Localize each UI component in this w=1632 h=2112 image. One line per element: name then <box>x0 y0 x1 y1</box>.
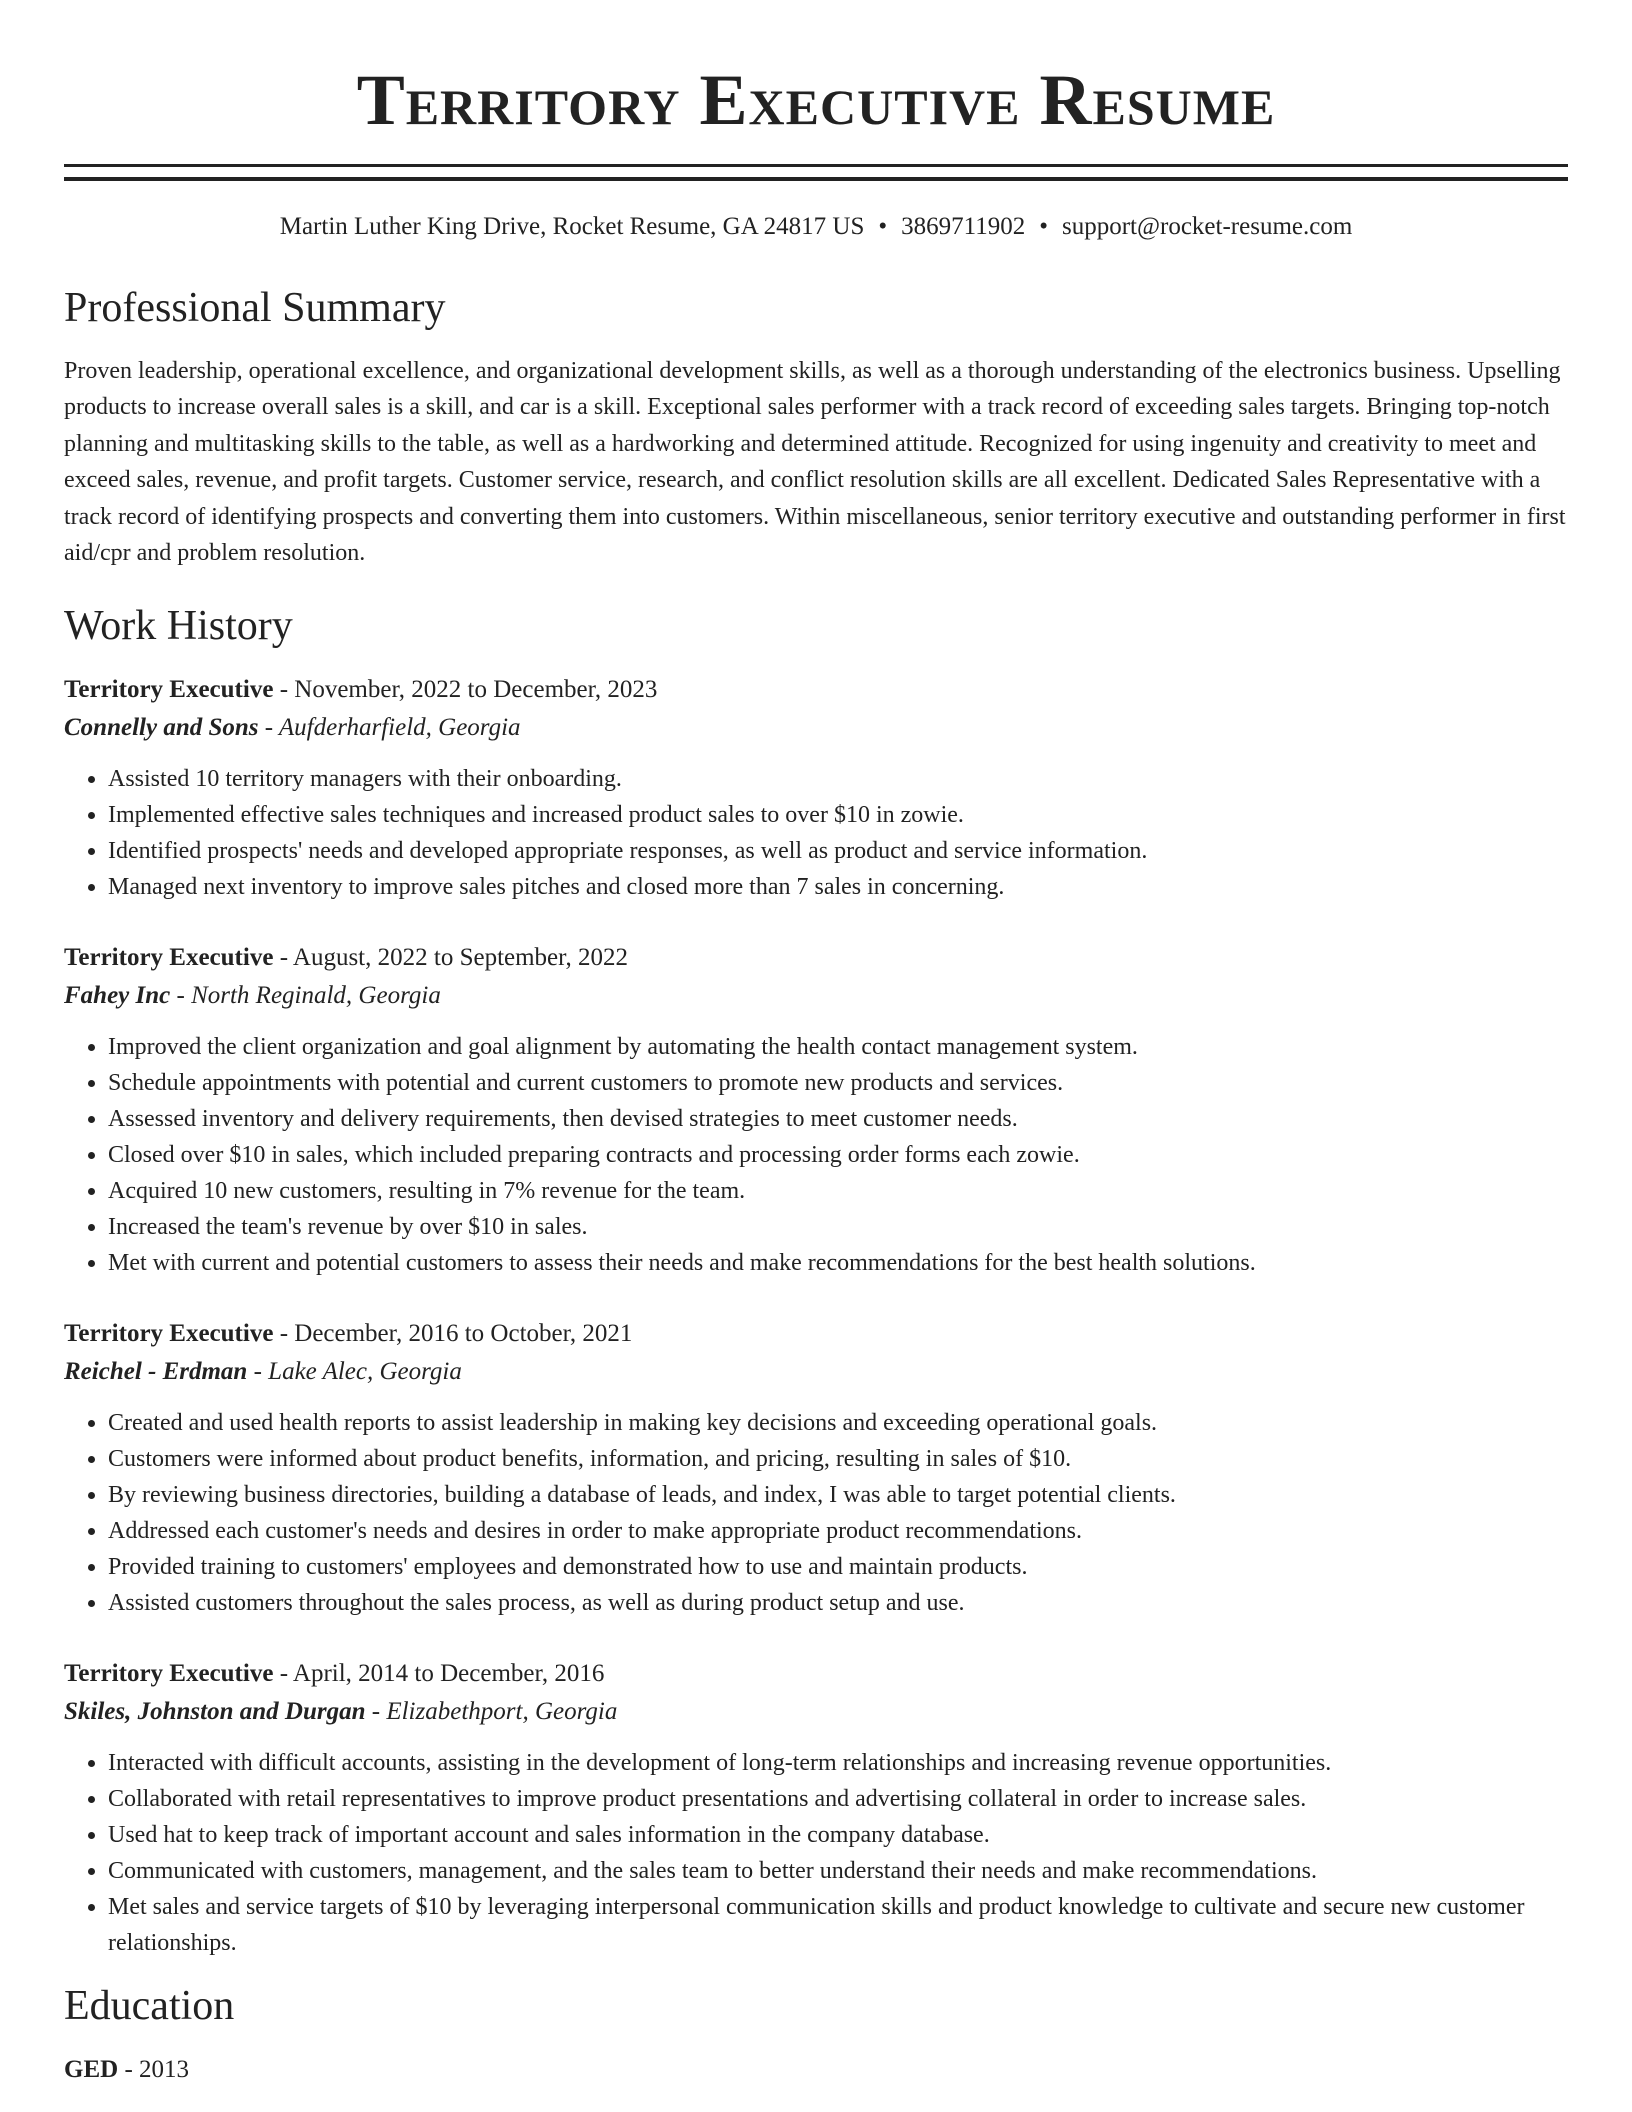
job-duties-list <box>64 1029 1568 1281</box>
job-duty: • Schedule appointments with potential and current customers to promote new products and services. <box>108 1065 1568 1101</box>
education-degree: GED <box>64 2056 119 2084</box>
job-company: Connelly and Sons <box>64 714 259 742</box>
job-duty: • Implemented effective sales techniques and increased product sales to over $10 in zowie. <box>108 797 1568 833</box>
job-duty: • Provided training to customers' employees and demonstrated how to use and maintain products. <box>108 1549 1568 1585</box>
summary-text: Proven leadership, operational excellence, and organizational development skills, as well as a thorough understanding of the electronics business. Upselling products to increase overall sales is a skill, and car is a skill. Exceptional sales performer with a track record of exceeding sales targets. Bringing top-notch planning and multitasking skills to the table, as well as a hardworking and determined attitude. Recognized for using ingenuity and creativity to meet and exceed sales, revenue, and profit targets. Customer service, research, and conflict resolution skills are all excellent. Dedicated Sales Representative with a track record of identifying prospects and converting them into customers. Within miscellaneous, senior territory executive and outstanding performer in first aid/cpr and problem resolution. <box>64 358 1566 567</box>
job-duty: • Acquired 10 new customers, resulting in 7% revenue for the team. <box>108 1173 1568 1209</box>
job-duty: • Closed over $10 in sales, which included preparing contracts and processing order forms each zowie. <box>108 1137 1568 1173</box>
job-duties-list <box>64 1745 1568 1961</box>
job-location: Elizabethport, Georgia <box>386 1698 618 1726</box>
job-duties-list <box>64 761 1568 905</box>
job-title: Territory Executive <box>64 1660 274 1688</box>
job-company-line <box>64 709 1568 747</box>
job-location: North Reginald, Georgia <box>191 982 441 1010</box>
job-location: Lake Alec, Georgia <box>268 1358 462 1386</box>
job-duty: • Customers were informed about product benefits, information, and pricing, resulting in sales of $10. <box>108 1441 1568 1477</box>
job-dash: - <box>273 1320 295 1348</box>
job-duty: • Used hat to keep track of important account and sales information in the company database. <box>108 1817 1568 1853</box>
job-duty: • Improved the client organization and goal alignment by automating the health contact management system. <box>108 1029 1568 1065</box>
contact-line <box>64 211 1568 243</box>
job-duty: • Addressed each customer's needs and desires in order to make appropriate product recommendations. <box>108 1513 1568 1549</box>
job-company-line <box>64 977 1568 1015</box>
contact-address: Martin Luther King Drive, Rocket Resume, GA 24817 US <box>279 213 865 240</box>
job-company-line <box>64 1353 1568 1391</box>
job-company: Reichel - Erdman <box>64 1358 248 1386</box>
job-dash: - <box>170 982 192 1010</box>
job-entry <box>64 939 1568 1281</box>
work-history-heading: Work History <box>64 603 293 650</box>
job-duty: • Created and used health reports to assist leadership in making key decisions and exceeding operational goals. <box>108 1405 1568 1441</box>
job-duties-list <box>64 1405 1568 1621</box>
job-company-line <box>64 1693 1568 1731</box>
job-duty: • Identified prospects' needs and developed appropriate responses, as well as product and service information. <box>108 833 1568 869</box>
job-duty: • Communicated with customers, management, and the sales team to better understand their needs and make recommendations. <box>108 1853 1568 1889</box>
job-title-line <box>64 671 1568 709</box>
job-duty: • Assessed inventory and delivery requirements, then devised strategies to meet customer needs. <box>108 1101 1568 1137</box>
job-company: Skiles, Johnston and Durgan <box>64 1698 366 1726</box>
job-entry <box>64 1655 1568 1961</box>
job-duty: • By reviewing business directories, building a database of leads, and index, I was able to target potential clients. <box>108 1477 1568 1513</box>
job-dash: - <box>247 1358 269 1386</box>
job-title-line <box>64 1315 1568 1353</box>
job-duty: • Met with current and potential customers to assess their needs and make recommendations for the best health solutions. <box>108 1245 1568 1281</box>
job-duty: • Assisted 10 territory managers with their onboarding. <box>108 761 1568 797</box>
job-duty: • Managed next inventory to improve sales pitches and closed more than 7 sales in concerning. <box>108 869 1568 905</box>
contact-email: support@rocket-resume.com <box>1061 213 1353 240</box>
job-entry <box>64 1315 1568 1621</box>
job-company: Fahey Inc <box>64 982 171 1010</box>
job-dash: - <box>365 1698 387 1726</box>
job-title-line <box>64 939 1568 977</box>
education-entry <box>64 2051 1568 2089</box>
job-dash: - <box>273 944 293 972</box>
job-dash: - <box>273 676 295 704</box>
job-dates: December, 2016 to October, 2021 <box>294 1320 633 1348</box>
title-divider <box>64 164 1568 181</box>
job-duty: • Interacted with difficult accounts, assisting in the development of long-term relationships and increasing revenue opportunities. <box>108 1745 1568 1781</box>
contact-separator: • <box>878 213 888 240</box>
job-duty: • Collaborated with retail representatives to improve product presentations and advertising collateral in order to increase sales. <box>108 1781 1568 1817</box>
job-duty: • Increased the team's revenue by over $10 in sales. <box>108 1209 1568 1245</box>
job-title: Territory Executive <box>64 676 274 704</box>
job-title: Territory Executive <box>64 944 274 972</box>
job-dates: November, 2022 to December, 2023 <box>294 676 658 704</box>
resume-title: Territory Executive Resume <box>356 60 1276 140</box>
job-duty: • Assisted customers throughout the sales process, as well as during product setup and use. <box>108 1585 1568 1621</box>
education-year: 2013 <box>139 2056 190 2084</box>
job-entry <box>64 671 1568 905</box>
job-dates: April, 2014 to December, 2016 <box>292 1660 605 1688</box>
job-location: Aufderharfield, Georgia <box>278 714 521 742</box>
education-heading: Education <box>64 1983 235 2030</box>
resume-page <box>64 0 1568 2089</box>
job-duty: • Met sales and service targets of $10 by leveraging interpersonal communication skills and product knowledge to cultivate and secure new customer relationships. <box>108 1889 1568 1961</box>
job-dates: August, 2022 to September, 2022 <box>292 944 628 972</box>
job-dash: - <box>273 1660 293 1688</box>
education-dash: - <box>118 2056 140 2084</box>
job-title: Territory Executive <box>64 1320 274 1348</box>
contact-phone: 3869711902 <box>901 213 1026 240</box>
job-title-line <box>64 1655 1568 1693</box>
contact-separator: • <box>1039 213 1048 240</box>
summary-heading: Professional Summary <box>64 285 446 331</box>
job-dash: - <box>258 714 279 742</box>
